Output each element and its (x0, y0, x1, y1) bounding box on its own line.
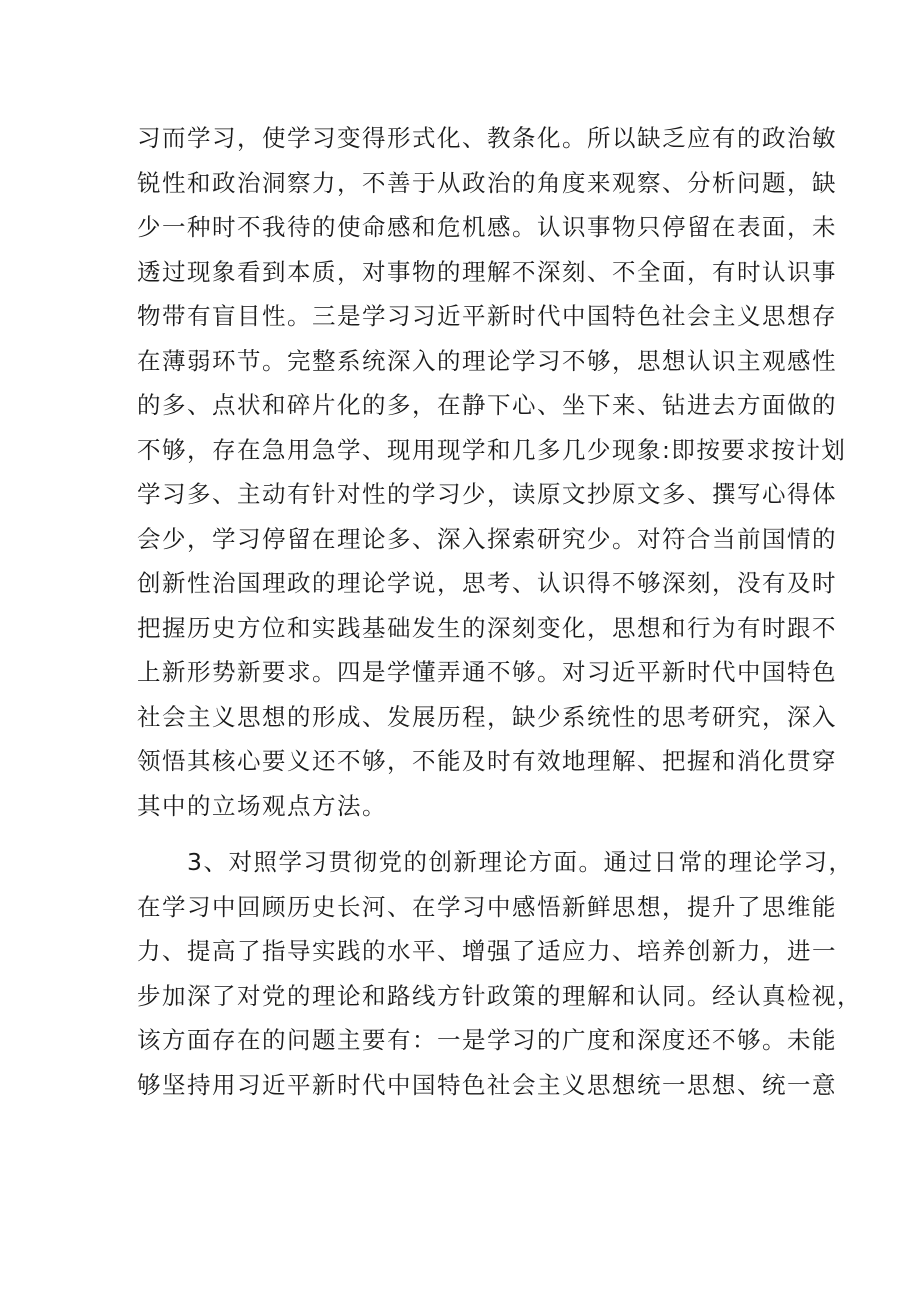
text-line: 创新性治国理政的理论学说，思考、认识得不够深刻，没有及时 (137, 569, 837, 597)
paragraph-2 (137, 840, 862, 1107)
text-line: 透过现象看到本质，对事物的理解不深刻、不全面，有时认识事 (137, 257, 837, 286)
text-line: 的多、点状和碎片化的多，在静下心、坐下来、钻进去方面做的 (137, 391, 837, 419)
text-line: 会少，学习停留在理论多、深入探索研究少。对符合当前国情的 (137, 524, 837, 553)
text-line: 物带有盲目性。三是学习习近平新时代中国特色社会主义思想存 (137, 302, 837, 330)
text-line: 社会主义思想的形成、发展历程，缺少系统性的思考研究，深入 (137, 702, 837, 731)
text-line: 少一种时不我待的使命感和危机感。认识事物只停留在表面，未 (137, 213, 837, 241)
text-line: 锐性和政治洞察力，不善于从政治的角度来观察、分析问题，缺 (137, 168, 837, 197)
paragraph-1 (137, 116, 847, 828)
text-line: 其中的立场观点方法。 (137, 791, 387, 820)
text-line: 上新形势新要求。四是学懂弄通不够。对习近平新时代中国特色 (137, 658, 837, 686)
text-line: 在学习中回顾历史长河、在学习中感悟新鲜思想，提升了思维能 (137, 892, 837, 921)
text-line: 步加深了对党的理论和路线方针政策的理解和认同。经认真检视， (137, 981, 862, 1010)
text-line: 够坚持用习近平新时代中国特色社会主义思想统一思想、统一意 (137, 1070, 837, 1099)
text-line: 不够，存在急用急学、现用现学和几多几少现象:即按要求按计划 (137, 435, 847, 464)
paragraph-gap (137, 828, 797, 840)
text-line: 力、提高了指导实践的水平、增强了适应力、培养创新力，进一 (137, 937, 837, 965)
text-line: 习而学习，使学习变得形式化、教条化。所以缺乏应有的政治敏 (137, 124, 837, 152)
text-line: 该方面存在的问题主要有：一是学习的广度和深度还不够。未能 (137, 1026, 837, 1054)
text-line: 领悟其核心要义还不够，不能及时有效地理解、把握和消化贯穿 (137, 747, 837, 775)
text-line: 在薄弱环节。完整系统深入的理论学习不够，思想认识主观感性 (137, 346, 837, 375)
text-line-first: 3、对照学习贯彻党的创新理论方面。通过日常的理论学习， (187, 848, 854, 876)
text-line: 把握历史方位和实践基础发生的深刻变化，思想和行为有时跟不 (137, 613, 837, 642)
document-body (137, 116, 862, 1107)
text-line: 学习多、主动有针对性的学习少，读原文抄原文多、撰写心得体 (137, 480, 837, 508)
